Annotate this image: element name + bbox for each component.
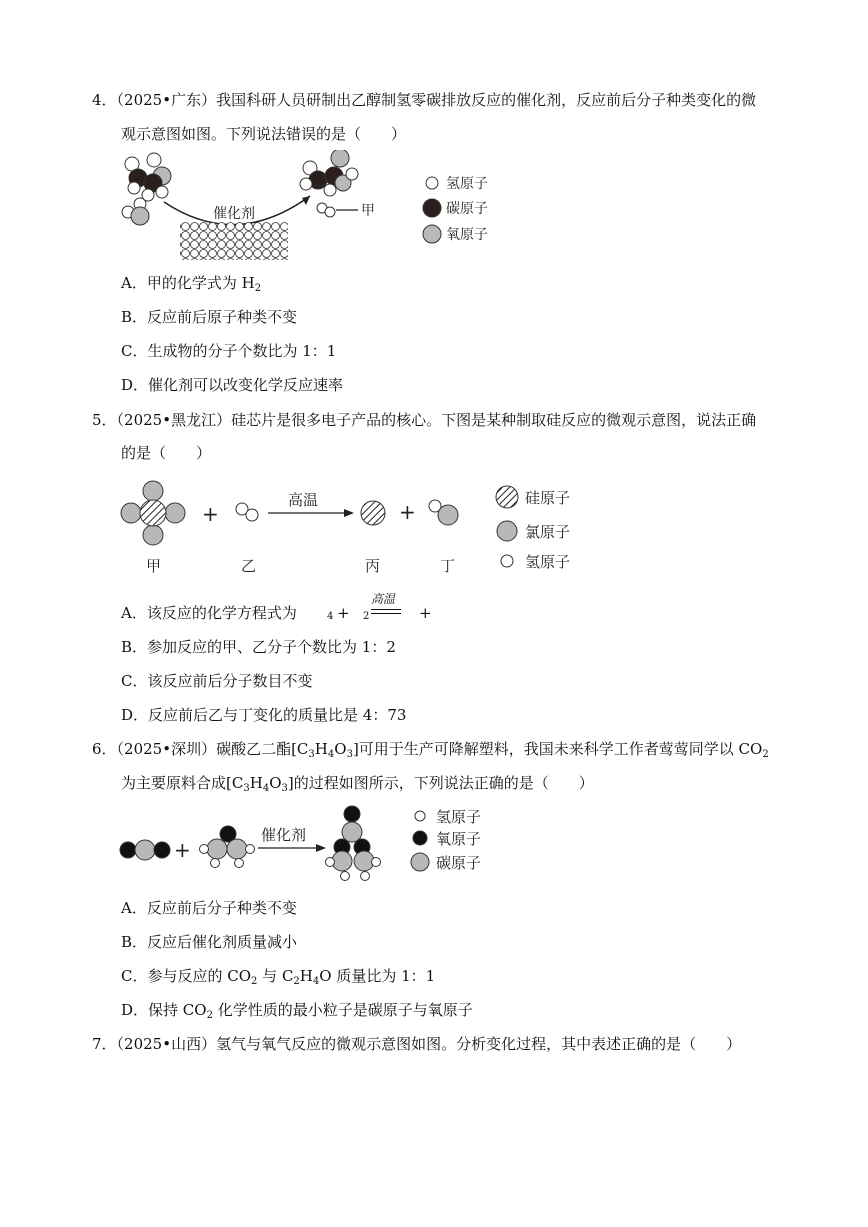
question-6-line-2: 为主要原料合成$[C_3H_4O_3]$的过程如图所示，下列说法正确的是（ ） (121, 774, 594, 794)
question-6-number: 6． (92, 740, 117, 758)
eq-plus-1: + (337, 604, 350, 622)
question-5-text-1: （2025•黑龙江）硅芯片是很多电子产品的核心。下图是某种制取硅反应的微观示意图，说法正确 (116, 411, 757, 429)
question-4-legend (423, 176, 488, 243)
question-6-figure (118, 804, 498, 884)
hcl-molecule (429, 500, 458, 525)
arrow-label-high-temp: 高温 (288, 491, 319, 509)
question-5-line-2: 的是（ ） (121, 444, 212, 462)
question-7-number: 7． (92, 1035, 117, 1053)
question-4-figure (118, 150, 518, 262)
question-5-line-1 (92, 410, 756, 430)
question-5-option-a[interactable]: A．该反应的化学方程式为 4 + 2 高温 + (121, 603, 297, 623)
water-molecule (122, 198, 149, 225)
question-4-number: 4． (92, 91, 117, 109)
legend-carbon-label: 碳原子 (436, 854, 482, 872)
legend-hydrogen-label: 氢原子 (436, 808, 482, 826)
sicl4-molecule (121, 481, 185, 545)
legend-silicon-label: 硅原子 (525, 489, 571, 507)
plus-sign-3: + (174, 838, 191, 862)
product-molecule (300, 150, 358, 196)
question-7-line-1 (92, 1034, 741, 1054)
question-5-option-b[interactable]: B．参加反应的甲、乙分子个数比为 1：2 (121, 638, 396, 656)
question-4-option-a[interactable]: A．甲的化学式为 $H_2$ (121, 274, 262, 294)
co2-molecule (120, 840, 170, 860)
legend-hydrogen-label: 氢原子 (525, 553, 571, 571)
eq-double-line (371, 609, 401, 614)
question-7-text-1: （2025•山西）氢气与氧气反应的微观示意图如图。分析变化过程，其中表述正确的是（ ） (116, 1035, 742, 1053)
legend-carbon-label: 碳原子 (446, 201, 488, 217)
question-4-text-1: （2025•广东）我国科研人员研制出乙醇制氢零碳排放反应的催化剂，反应前后分子种类变化的微 (116, 91, 757, 109)
question-6-line-1: 6．（2025•深圳）碳酸乙二酯$[C_3H_4O_3]$可用于生产可降解塑料，我国未来科学工作者莺莺同学以 $CO_2$ (92, 740, 769, 760)
legend-oxygen-label: 氧原子 (436, 830, 482, 848)
question-5-option-d[interactable]: D．反应前后乙与丁变化的质量比是 4：73 (121, 706, 407, 724)
legend-oxygen-label: 氧原子 (446, 227, 488, 243)
question-4-option-c[interactable]: C．生成物的分子个数比为 1：1 (121, 342, 337, 360)
legend-hydrogen-label: 氢原子 (446, 176, 488, 192)
eq-condition-high-temp: 高温 (371, 592, 396, 606)
plus-sign-2: + (399, 500, 416, 524)
catalyst-label: 催化剂 (213, 206, 255, 222)
si-atom (361, 501, 385, 525)
h2-molecule (236, 503, 258, 521)
question-5-legend (496, 486, 570, 571)
c3h4o3-molecule (326, 806, 381, 881)
plus-sign-1: + (202, 502, 219, 526)
label-yi: 乙 (241, 557, 257, 575)
question-5-option-c[interactable]: C．该反应前后分子数目不变 (121, 672, 313, 690)
eq-plus-2: + (419, 604, 432, 622)
label-bing: 丙 (365, 557, 381, 575)
ethylene-oxide-molecule (200, 826, 255, 868)
question-4-option-b[interactable]: B．反应前后原子种类不变 (121, 308, 298, 326)
hydrogen-molecule (317, 203, 358, 217)
question-6-option-c[interactable]: C．参与反应的 $CO_2$ 与 $C_2H_4O$ 质量比为 1：1 (121, 967, 436, 987)
question-6-option-a[interactable]: A．反应前后分子种类不变 (121, 899, 297, 917)
arrow-label-catalyst: 催化剂 (261, 826, 307, 844)
question-4-line-2: 观示意图如图。下列说法错误的是（ ） (121, 125, 407, 143)
question-6-option-b[interactable]: B．反应后催化剂质量减小 (121, 933, 298, 951)
ethanol-molecule (125, 153, 171, 201)
catalyst-lattice (180, 222, 288, 260)
label-ding: 丁 (440, 557, 456, 575)
label-jia: 甲 (146, 557, 162, 575)
question-6-option-d[interactable]: D．保持 $CO_2$ 化学性质的最小粒子是碳原子与氧原子 (121, 1001, 473, 1021)
question-5-number: 5． (92, 411, 117, 429)
product-label-jia: 甲 (361, 203, 375, 219)
legend-chlorine-label: 氯原子 (525, 523, 571, 541)
question-4-line-1 (92, 90, 756, 110)
question-5-figure (118, 475, 588, 580)
eq-sub-4: 4 (327, 611, 334, 622)
eq-sub-2: 2 (363, 611, 370, 622)
question-6-legend (411, 808, 481, 872)
question-4-option-d[interactable]: D．催化剂可以改变化学反应速率 (121, 376, 344, 394)
